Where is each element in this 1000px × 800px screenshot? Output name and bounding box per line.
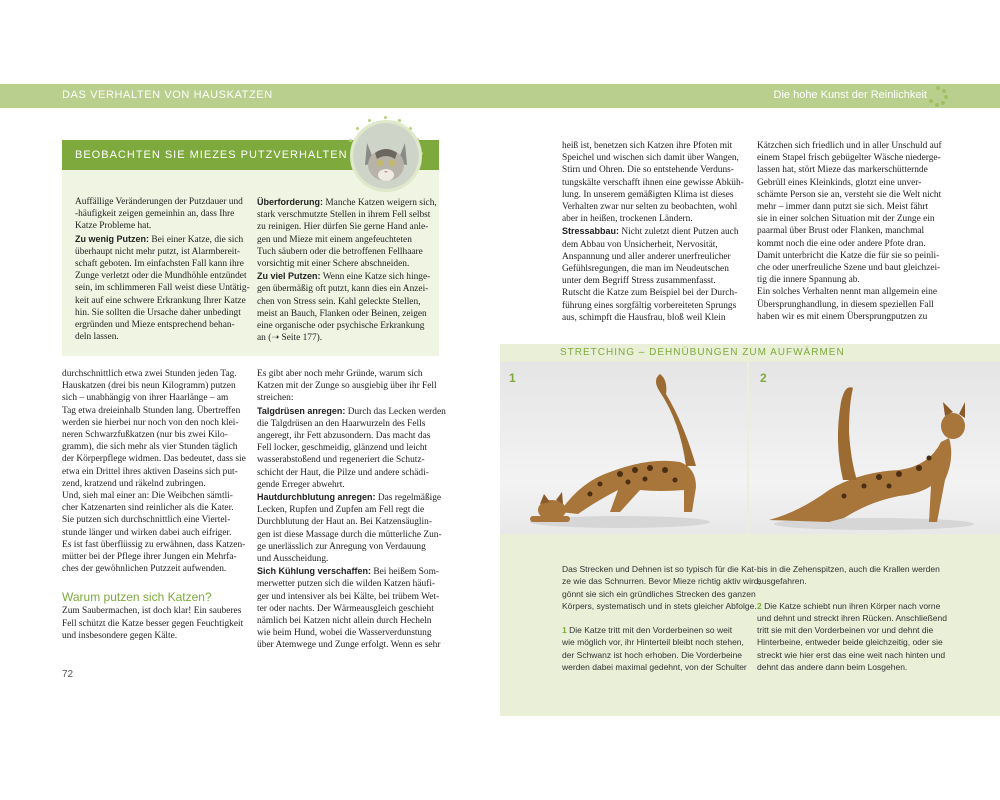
inline-heading: Überforderung: bbox=[257, 197, 323, 207]
cat-stretch-photo-1 bbox=[500, 362, 747, 534]
text-line: nämlich bei Katzen nicht allein durch Hecheln bbox=[257, 616, 432, 627]
text-line: ergründen und Mieze entsprechend behan- bbox=[75, 320, 235, 331]
text-line: haben wir es mit einem Übersprungputzen zu bbox=[757, 311, 928, 322]
text-line: paarmal über Brust oder Flanken, manchmal bbox=[757, 226, 925, 237]
text-line: sein, im schlimmeren Fall weist diese Untätig- bbox=[75, 283, 250, 294]
text-line: wasserabstoßend und regeneriert die Schutz- bbox=[257, 455, 425, 466]
text-line: eine organische oder psychische Erkrankung bbox=[257, 321, 425, 332]
text-line: bis in die Zehenspitzen, auch die Krallen werden bbox=[757, 564, 940, 574]
body-column-1 bbox=[62, 368, 245, 642]
text-line: Tag etwa dreieinhalb Stunden lang. Übertreffen bbox=[62, 405, 241, 416]
text-line: Sie putzen sich durchschnittlich eine Viertel- bbox=[62, 515, 231, 526]
text-run: Wenn eine Katze sich hinge- bbox=[320, 272, 431, 283]
text-line: Gebrüll eines Kleinkinds, glotzt eine unver- bbox=[757, 177, 922, 188]
text-line: ger und intensiver als bei Kälte, bei trübem Wet- bbox=[257, 591, 440, 602]
chapter-title: DAS VERHALTEN VON HAUSKATZEN bbox=[62, 89, 273, 101]
text-line: zend, kratzend und räkelnd zubringen. bbox=[62, 478, 206, 489]
text-line: lassen hat, stört Mieze das markerschütternde bbox=[757, 165, 928, 176]
info-box-column-1 bbox=[75, 196, 250, 343]
text-line: aus, schimpft die Hausfrau, bloß weil Klein bbox=[562, 312, 726, 323]
text-run: Durch das Lecken werden bbox=[345, 406, 446, 417]
text-line: angeregt, ihr Fett abzusondern. Das macht das bbox=[257, 431, 431, 442]
text-line: gönnt sie sich ein gründliches Strecken des ganzen bbox=[562, 588, 756, 599]
text-line: ausgefahren. bbox=[757, 576, 807, 587]
text-line: gramm), die sich mehr als vier Stunden täglich bbox=[62, 442, 238, 453]
text-line: die Talgdrüsen an den Haarwurzeln des Fells bbox=[257, 418, 426, 429]
text-line: gen übermäßig oft putzt, kann dies ein Anzei- bbox=[257, 284, 429, 295]
text-line: chen von Stress sein. Kahl geleckte Stellen, bbox=[257, 296, 421, 307]
text-line: tig die innere Spannung ab. bbox=[757, 275, 860, 286]
text-line: Auffällige Veränderungen der Putzdauer und bbox=[75, 197, 243, 207]
text-run: Die Katze schiebt nun ihren Körper nach vorne bbox=[761, 600, 941, 611]
inline-heading: Sich Kühlung verschaffen: bbox=[257, 566, 372, 577]
text-line: Hinterbeine, entweder beide gleichzeitig, oder sie bbox=[757, 637, 943, 648]
text-line: werden dabei maximal gedehnt, von der Schulter bbox=[562, 662, 747, 673]
text-line: Es ist fast überflüssig zu erwähnen, dass Katzen- bbox=[62, 539, 246, 550]
text-line: Körpers, systematisch und in stets gleicher Abfolge. bbox=[562, 600, 757, 611]
text-line: sich – unabhängig von ihrer Haarlänge – am bbox=[62, 393, 229, 404]
text-run: Bei heißem Som- bbox=[371, 567, 439, 578]
text-line: tungskälte verschafft ihnen eine gewisse Abküh- bbox=[562, 177, 744, 188]
text-line: Katzen mit der Zunge so ausgiebig über ihr Fell bbox=[257, 381, 437, 392]
inline-heading: Talgdrüsen anregen: bbox=[257, 405, 346, 416]
text-line: der Körperpflege widmen. Das bedeutet, dass sie bbox=[62, 454, 246, 465]
text-line: hin. Sie sollten die Ursache daher unbedingt bbox=[75, 307, 241, 318]
text-line: streckt wie hier erst das eine weit nach hinten und bbox=[757, 649, 946, 660]
text-line: Das Strecken und Dehnen ist so typisch für die Kat- bbox=[562, 564, 757, 574]
text-line: Stirn und Ohren. Die so entstehende Verduns- bbox=[562, 165, 734, 176]
stretching-caption-1 bbox=[562, 563, 761, 673]
text-line: deln lassen. bbox=[75, 332, 119, 343]
text-line: Kätzchen sich friedlich und in aller Unschuld auf bbox=[757, 141, 942, 151]
text-line: Rutscht die Katze zum Beispiel bei der Durch- bbox=[562, 288, 738, 299]
decorative-dots-icon bbox=[928, 86, 948, 106]
body-column-2 bbox=[257, 368, 446, 652]
text-line: an (➝ Seite 177). bbox=[257, 333, 323, 344]
text-line: etwa ein Drittel ihres aktiven Daseins sich put- bbox=[62, 466, 238, 477]
page-number: 72 bbox=[62, 669, 74, 680]
text-line: und insbesondere gegen Kälte. bbox=[62, 630, 178, 641]
text-line: tritt sie mit den Vorderbeinen vor und dehnt die bbox=[757, 625, 934, 636]
text-line: durchschnittlich etwa zwei Stunden jeden Tag. bbox=[62, 369, 237, 379]
text-line: schaft geboten. Im einfachsten Fall kann ihre bbox=[75, 259, 244, 270]
text-line: Verhalten zwar nur selten zu beobachten, wohl bbox=[562, 202, 738, 213]
text-line: Lecken, Rupfen und Zupfen am Fell regt die bbox=[257, 505, 425, 516]
info-box-column-2 bbox=[257, 196, 437, 344]
text-line: Fell locker, geschmeidig, glänzend und leicht bbox=[257, 443, 428, 454]
text-line: stunde länger und wirken dabei auch eifriger. bbox=[62, 527, 232, 538]
text-line: werden sie hierbei nur noch von den noch klei- bbox=[62, 417, 239, 428]
section-title: Die hohe Kunst der Reinlichkeit bbox=[773, 89, 927, 101]
text-line: Damit unterbricht die Katze die für sie so peinli- bbox=[757, 250, 940, 261]
text-line: der Schwanz ist hoch erhoben. Die Vorderbeine bbox=[562, 649, 743, 660]
text-line: Anspannung und aller anderer unerfreulicher bbox=[562, 251, 731, 262]
text-line: schicht der Haut, die Pilze und andere schädi- bbox=[257, 467, 429, 478]
text-line: dem Abbau von Unsicherheit, Nervosität, bbox=[562, 239, 718, 250]
text-line: wie möglich vor, ihr Hinterteil bleibt noch stehen, bbox=[562, 637, 744, 648]
text-line: gen und Mieze mit einem angefeuchteten bbox=[257, 234, 412, 245]
text-line: ge unerlässlich zur Anregung von Verdauung bbox=[257, 541, 426, 552]
text-run: Nicht zuletzt dient Putzen auch bbox=[619, 227, 739, 238]
text-line: Katze Probleme hat. bbox=[75, 221, 152, 232]
text-line: dehnt das andere dann beim Losgehen. bbox=[757, 662, 908, 673]
text-line: gende Erreger abwehrt. bbox=[257, 479, 345, 490]
text-line: ches der gewöhnlichen Putzzeit aufwenden. bbox=[62, 564, 227, 575]
text-line: Durchblutung der Haut an. Bei Katzensäuglin- bbox=[257, 517, 432, 528]
text-line: sie in einer solchen Situation mit der Zunge ein bbox=[757, 214, 935, 225]
text-line: Fell schützt die Katze besser gegen Feuchtigkeit bbox=[62, 618, 244, 629]
text-line: streichen: bbox=[257, 393, 294, 404]
text-run: Die Katze tritt mit den Vorderbeinen so weit bbox=[566, 625, 733, 636]
text-line: Zum Saubermachen, ist doch klar! Ein sauberes bbox=[62, 606, 242, 617]
text-line: mütter bei der Pflege ihrer Jungen ein Mehrfa- bbox=[62, 552, 237, 563]
info-box-title: BEOBACHTEN SIE MIEZES PUTZVERHALTEN bbox=[75, 149, 348, 161]
inline-heading: 1 bbox=[562, 625, 567, 636]
text-line: überhaupt nicht mehr putzt, ist Alarmbereit- bbox=[75, 246, 241, 257]
text-line: -häufigkeit zeigen gemeinhin an, dass Ihre bbox=[75, 209, 235, 220]
text-line: einem Stapel frisch gebügelter Wäsche niederge- bbox=[757, 153, 941, 164]
text-line: aber in heißen, trockenen Ländern. bbox=[562, 214, 693, 225]
text-line: Übersprunghandlung, in diesem speziellen Fall bbox=[757, 299, 934, 310]
text-line: che oder unerfreuliche Szene und baut gleichzei- bbox=[757, 263, 941, 274]
text-line: neren Schwarzfußkatzen (nur bis zwei Kilo- bbox=[62, 430, 228, 441]
photo-2-number: 2 bbox=[760, 371, 767, 385]
text-line: cher Katzenarten sind reinlicher als die Kater. bbox=[62, 503, 234, 514]
right-body-column-1 bbox=[562, 140, 747, 324]
text-line: wie beim Hund, wobei die Wasserverdunstung bbox=[257, 628, 432, 639]
inline-heading: Hautdurchblutung anregen: bbox=[257, 492, 376, 503]
text-line: stark verschmutzte Stellen in ihrem Fell selbst bbox=[257, 210, 431, 221]
text-run: Das regelmäßige bbox=[375, 493, 442, 504]
stretching-caption-2 bbox=[757, 563, 947, 673]
running-header bbox=[0, 84, 1000, 108]
text-line: zu reinigen. Hier dürfen Sie gerne Hand anle- bbox=[257, 222, 429, 233]
inline-heading: 2 bbox=[757, 600, 762, 611]
text-line: Ein solches Verhalten nennt man allgemein eine bbox=[757, 287, 937, 298]
inline-heading: Stressabbau: bbox=[562, 226, 620, 237]
text-line: führung eines sorgfältig vorbereiteten Sprungs bbox=[562, 300, 737, 311]
text-line: Speichel und wischen sich damit über Wangen, bbox=[562, 153, 739, 164]
text-line: und dehnt und streckt ihren Rücken. Anschließend bbox=[757, 612, 947, 623]
text-line: Und, sieh mal einer an: Die Weibchen sämtli- bbox=[62, 491, 233, 502]
text-line: mehr – immer dann putzt sie sich. Meist fährt bbox=[757, 202, 929, 213]
text-run: Manche Katzen weigern sich, bbox=[323, 198, 437, 208]
text-line: und Ausscheidung. bbox=[257, 554, 329, 565]
text-line: meist an Bauch, Flanken oder Beinen, zeigen bbox=[257, 308, 427, 319]
text-line: über Atemwege und Zunge erfolgt. Wenn es sehr bbox=[257, 640, 441, 651]
text-line: Es gibt aber noch mehr Gründe, warum sich bbox=[257, 369, 423, 379]
text-line: kommt noch die eine oder andere Pfote dran. bbox=[757, 238, 926, 249]
right-body-column-2 bbox=[757, 140, 942, 323]
text-line: Gefühlsregungen, die man im Neudeutschen bbox=[562, 264, 729, 275]
inline-heading: Zu viel Putzen: bbox=[257, 271, 321, 282]
text-line: gen ist diese Massage durch die mütterliche Zun- bbox=[257, 529, 442, 540]
text-line: Zunge verletzt oder die Mundhöhle entzündet bbox=[75, 271, 247, 282]
text-line: vorsichtig mit einer Schere abschneiden. bbox=[257, 259, 410, 270]
cat-stretch-photo-2 bbox=[749, 362, 1000, 534]
stretching-title: STRETCHING – DEHNÜBUNGEN ZUM AUFWÄRMEN bbox=[560, 347, 845, 358]
text-line: keit auf eine schwere Erkrankung Ihrer Katze bbox=[75, 295, 246, 306]
cat-portrait-image bbox=[350, 120, 422, 192]
text-line: heiß ist, benetzen sich Katzen ihre Pfoten mit bbox=[562, 141, 733, 151]
text-line: ze wie das Schnurren. Bevor Mieze richtig aktiv wird, bbox=[562, 576, 761, 587]
inline-heading: Zu wenig Putzen: bbox=[75, 233, 149, 244]
text-line: merwetter putzen sich die wilden Katzen häufi- bbox=[257, 579, 436, 590]
text-line: Tuch säubern oder die betroffenen Fellhaare bbox=[257, 246, 423, 257]
text-line: ter oder nachts. Der Wärmeausgleich geschieht bbox=[257, 603, 434, 614]
text-line: Hauskatzen (drei bis neun Kilogramm) putzen bbox=[62, 381, 236, 392]
text-line: schämte Person sie an, versteht sie die Welt nicht bbox=[757, 189, 942, 200]
text-line: lung. In unserem gemäßigten Klima ist dieses bbox=[562, 189, 734, 200]
text-line: unter dem Begriff Stress zusammenfasst. bbox=[562, 276, 716, 287]
text-run: Bei einer Katze, die sich bbox=[149, 234, 244, 245]
photo-1-number: 1 bbox=[509, 371, 516, 385]
subheading: Warum putzen sich Katzen? bbox=[62, 590, 212, 605]
